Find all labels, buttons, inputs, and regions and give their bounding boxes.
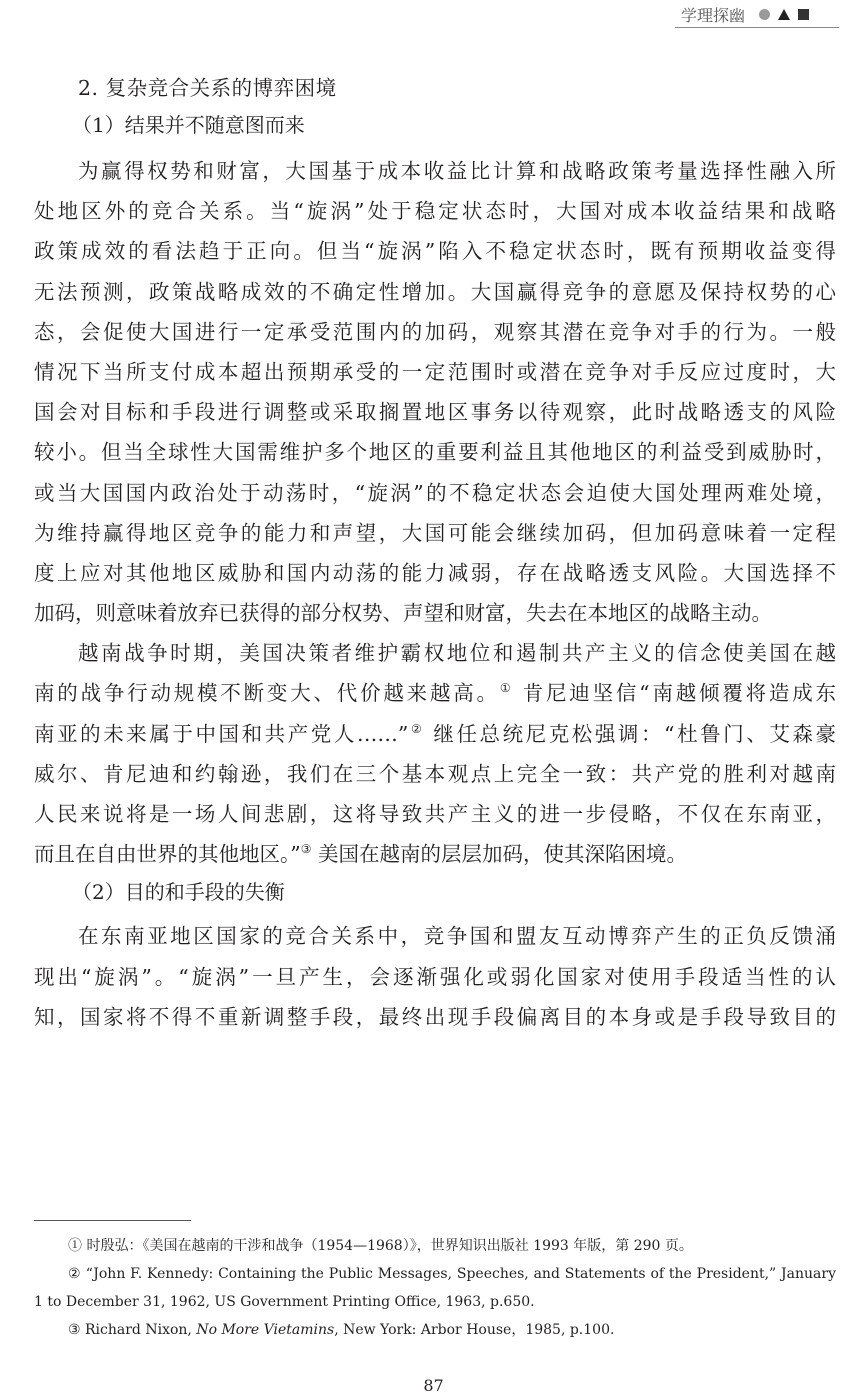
text-line: 南的战争行动规模不断变大、代价越来越高。① 肯尼迪坚信“南越倾覆将造成东 <box>34 681 836 706</box>
subsection-heading-2: （2）目的和手段的失衡 <box>72 880 285 905</box>
paragraph-1 <box>34 151 836 633</box>
text-line: 情况下当所支付成本超出预期承受的一定范围时或潜在竞争对手反应过度时，大 <box>34 359 836 384</box>
text-line: 为维持赢得地区竞争的能力和声望，大国可能会继续加码，但加码意味着一定程 <box>34 520 836 545</box>
text-line: 或当大国国内政治处于动荡时，“旋涡”的不稳定状态会迫使大国处理两难处境， <box>34 480 836 505</box>
text-line: 为赢得权势和财富，大国基于成本收益比计算和战略政策考量选择性融入所 <box>78 159 836 183</box>
footnote-3: ③ Richard Nixon, No More Vietamins, New York: Arbor House，1985, p.100. <box>68 1322 615 1338</box>
square-icon <box>798 9 809 20</box>
text-line: 而且在自由世界的其他地区。”③ 美国在越南的层层加码，使其深陷困境。 <box>34 842 688 867</box>
subsection-heading-1: （1）结果并不随意图而来 <box>72 113 305 137</box>
paragraph-3 <box>34 916 836 1037</box>
footnote-2: ② “John F. Kennedy: Containing the Public Messages, Speeches, and Statements of the President,” January <box>68 1266 836 1282</box>
footnote-ref-3[interactable]: ③ <box>300 842 312 857</box>
triangle-icon <box>778 9 790 20</box>
text-line: 威尔、肯尼迪和约翰逊，我们在三个基本观点上完全一致：共产党的胜利对越南 <box>34 761 836 786</box>
text-line: 无法预测，政策战略成效的不确定性增加。大国赢得竞争的意愿及保持权势的心 <box>34 279 836 304</box>
text-line: 处地区外的竞合关系。当“旋涡”处于稳定状态时，大国对成本收益结果和战略 <box>34 199 836 224</box>
text-line: 加码，则意味着放弃已获得的部分权势、声望和财富，失去在本地区的战略主动。 <box>34 601 772 626</box>
footnote-ref-2[interactable]: ② <box>408 721 425 736</box>
text-line: 度上应对其他地区威胁和国内动荡的能力减弱，存在战略透支风险。大国选择不 <box>34 560 836 585</box>
text-line: 政策成效的看法趋于正向。但当“旋涡”陷入不稳定状态时，既有预期收益变得 <box>34 239 836 264</box>
running-header <box>675 2 839 28</box>
paragraph-2 <box>34 633 836 874</box>
footnotes <box>34 1232 836 1344</box>
article-body <box>34 70 836 1037</box>
text-line: 人民来说将是一场人间悲剧，这将导致共产主义的进一步侵略，不仅在东南亚， <box>34 802 836 826</box>
footnote-divider <box>34 1220 191 1221</box>
page-number: 87 <box>423 1376 444 1395</box>
footnote-1: ① 时殷弘：《美国在越南的干涉和战争（1954—1968）》，世界知识出版社 1993 年版，第 290 页。 <box>68 1238 693 1254</box>
text-line: 态，会促使大国进行一定承受范围内的加码，观察其潜在竞争对手的行为。一般 <box>34 319 836 344</box>
text-line: 在东南亚地区国家的竞合关系中，竞争国和盟友互动博弈产生的正负反馈涌 <box>78 924 836 949</box>
footnote-ref-1[interactable]: ① <box>499 681 514 696</box>
text-line: 现出“旋涡”。“旋涡”一旦产生，会逐渐强化或弱化国家对使用手段适当性的认 <box>34 964 836 989</box>
section-heading: 2. 复杂竞合关系的博弈困境 <box>78 76 337 100</box>
text-line: 国会对目标和手段进行调整或采取搁置地区事务以待观察，此时战略透支的风险 <box>34 400 836 425</box>
text-line: 较小。但当全球性大国需维护多个地区的重要利益且其他地区的利益受到威胁时， <box>34 440 836 465</box>
text-line: 越南战争时期，美国决策者维护霸权地位和遏制共产主义的信念使美国在越 <box>78 641 836 666</box>
text-line: 南亚的未来属于中国和共产党人……”② 继任总统尼克松强调：“杜鲁门、艾森豪 <box>34 721 836 746</box>
circle-icon <box>759 9 770 20</box>
footnote-2-continued: 1 to December 31, 1962, US Government Printing Office, 1963, p.650. <box>34 1294 535 1310</box>
text-line: 知，国家将不得不重新调整手段，最终出现手段偏离目的本身或是手段导致目的 <box>34 1004 836 1029</box>
journal-column-title: 学理探幽 <box>681 6 746 25</box>
